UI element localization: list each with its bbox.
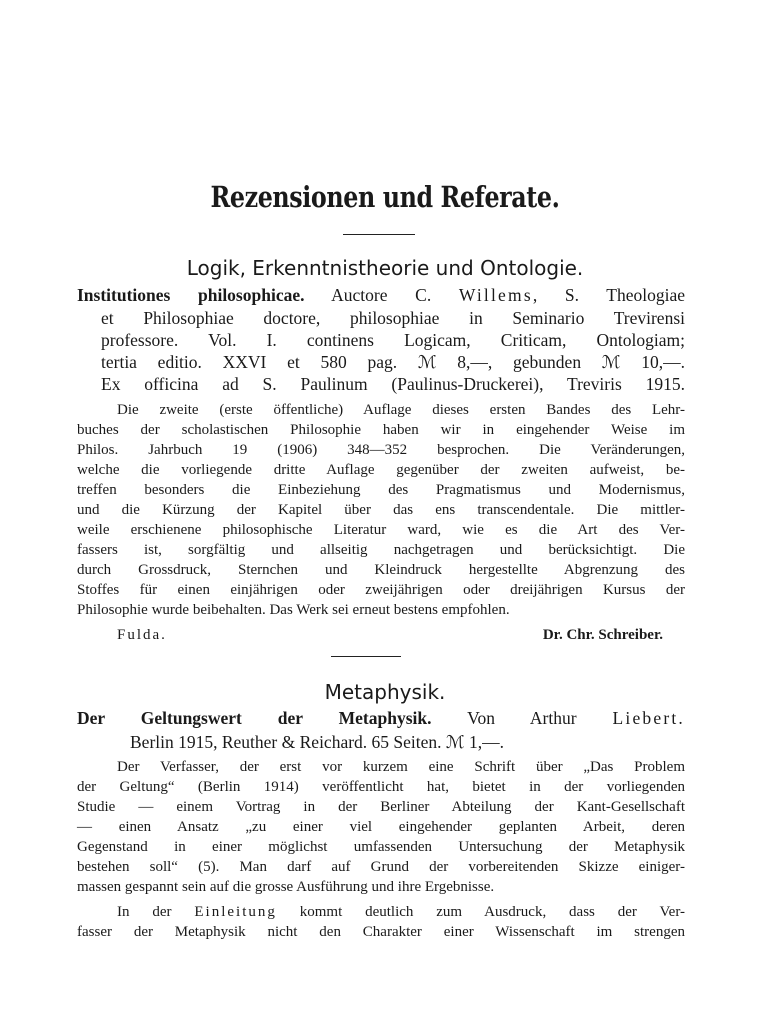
last-para-after: kommt deutlich zum Ausdruck, dass der Ver-	[299, 904, 686, 920]
entry-line-3: professore. Vol. I. continens Logicam, Criticam, Ontologiam;	[101, 330, 685, 350]
book-title: Institutiones philosophicae.	[77, 285, 305, 305]
place: Fulda.	[117, 627, 167, 643]
last-para-before: In der	[117, 904, 172, 920]
entry2-line-1	[77, 708, 685, 729]
body1-line: buches der scholastischen Philosophie haben wir in eingehender Weise im	[77, 422, 685, 438]
body2-line: massen gespannt sein auf die grosse Ausführung und ihre Ergebnisse.	[77, 879, 495, 895]
book-title-2: Der Geltungswert der Metaphysik.	[77, 708, 432, 728]
body2-line: Studie — einem Vortrag in der Berliner Abteilung der Kant-Gesellschaft	[77, 799, 685, 815]
last-para-spaced-word: Einleitung	[194, 904, 277, 920]
body1-line: Die zweite (erste öffentliche) Auflage dieses ersten Bandes des Lehr-	[117, 402, 685, 418]
body2-line: der Geltung“ (Berlin 1914) veröffentlicht hat, bietet in der vorliegenden	[77, 779, 685, 795]
section-heading-metaphysik: Metaphysik.	[324, 680, 446, 704]
body2-line: — einen Ansatz „zu einer viel eingehender geplanten Arbeit, deren	[77, 819, 685, 835]
von-label: Von Arthur	[467, 708, 577, 728]
entry-line-5: Ex officina ad S. Paulinum (Paulinus-Druckerei), Treviris 1915.	[101, 374, 685, 394]
entry2-line-2: Berlin 1915, Reuther & Reichard. 65 Seiten. ℳ 1,—.	[130, 732, 504, 752]
body1-line: und die Kürzung der Kapitel über das ens transcendentale. Die mittler-	[77, 502, 685, 518]
body1-line: Stoffes für einen einjährigen oder zweijährigen oder dreijährigen Kursus der	[77, 582, 685, 598]
last-para-line-2: fasser der Metaphysik nicht den Charakter einer Wissenschaft im strengen	[77, 924, 685, 940]
reviewer-signature: Dr. Chr. Schreiber.	[542, 627, 663, 643]
title-rule	[343, 234, 415, 235]
entry-line-4: tertia editio. XXVI et 580 pag. ℳ 8,—, gebunden ℳ 10,—.	[101, 352, 685, 372]
entry-line-2: et Philosophiae doctore, philosophiae in Seminario Trevirensi	[101, 308, 685, 328]
author-title: , S. Theologiae	[532, 285, 685, 305]
section-rule	[331, 656, 401, 657]
body1-line: Philos. Jahrbuch 19 (1906) 348—352 besprochen. Die Veränderungen,	[77, 442, 685, 458]
section-heading-logik: Logik, Erkenntnistheorie und Ontologie.	[186, 256, 584, 280]
body2-line: bestehen soll“ (5). Man darf auf Grund der vorbereitenden Skizze einiger-	[77, 859, 685, 875]
body1-line: welche die vorliegende dritte Auflage gegenüber der zweiten aufweist, be-	[77, 462, 685, 478]
author-name: Willems	[458, 285, 533, 305]
body1-line: treffen besonders die Einbeziehung des Pragmatismus und Modernismus,	[77, 482, 685, 498]
author-name-2: Liebert.	[612, 708, 686, 728]
auctore-label: Auctore C.	[331, 285, 432, 305]
entry-line-1	[77, 285, 685, 306]
body1-line: durch Grossdruck, Sternchen und Kleindruck hergestellte Abgrenzung des	[77, 562, 685, 578]
body1-line: Philosophie wurde beibehalten. Das Werk sei erneut bestens empfohlen.	[77, 602, 510, 618]
body2-line: Gegenstand in einer möglichst umfassenden Untersuchung der Metaphysik	[77, 839, 685, 855]
body1-line: weile erschienene philosophische Literatur ward, wie es die Art des Ver-	[77, 522, 685, 538]
body2-line: Der Verfasser, der erst vor kurzem eine Schrift über „Das Problem	[117, 759, 685, 775]
body1-line: fassers ist, sorgfältig und allseitig nachgetragen und berücksichtigt. Die	[77, 542, 685, 558]
last-para-line-1	[117, 904, 685, 921]
page-title: Rezensionen und Referate.	[210, 180, 560, 214]
